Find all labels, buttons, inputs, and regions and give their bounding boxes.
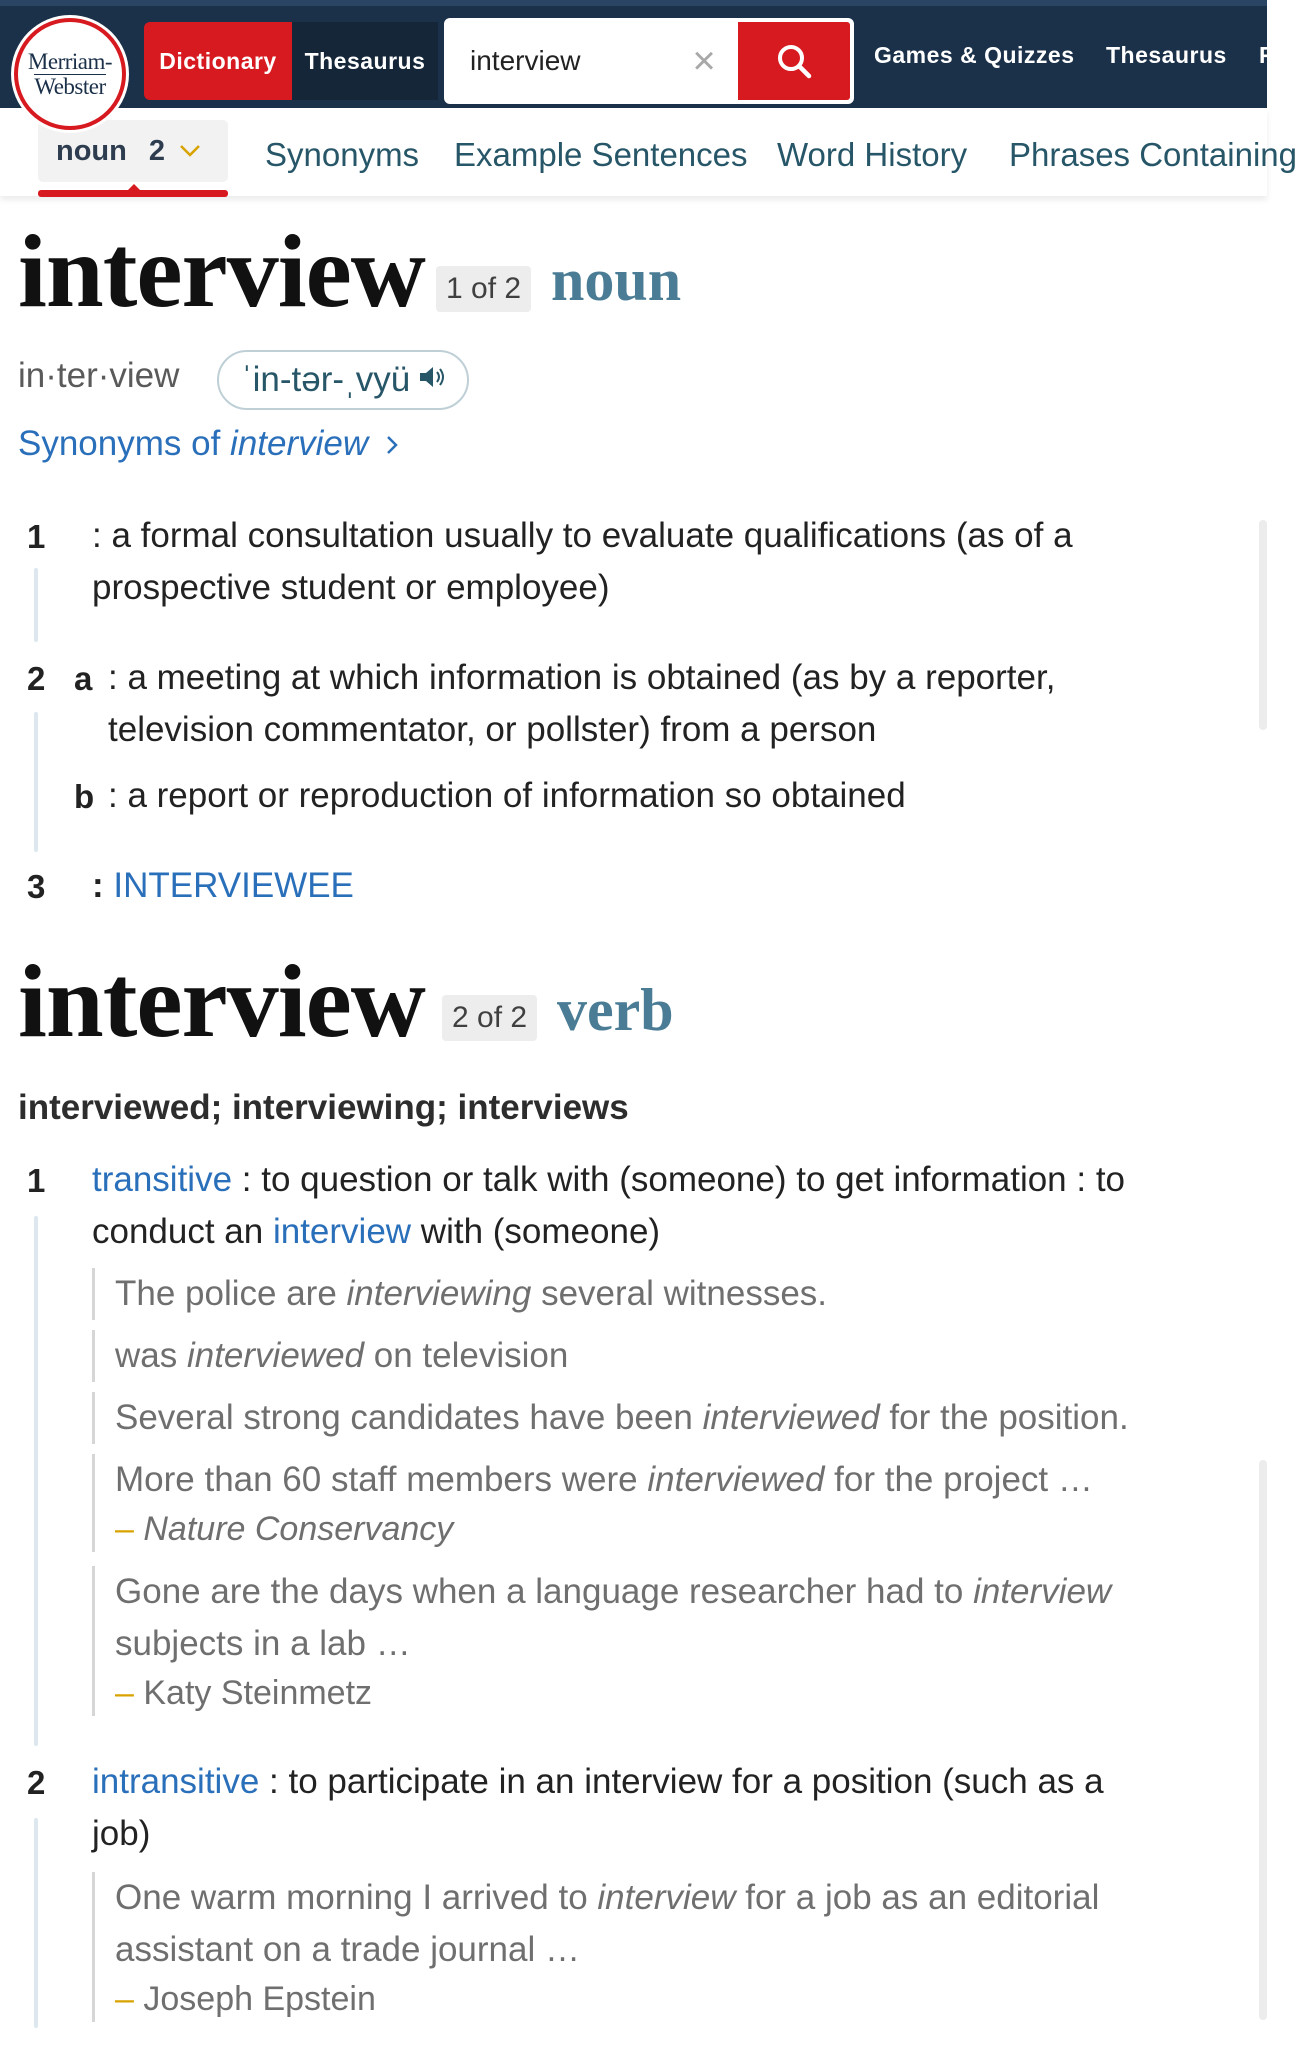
nav-example-sentences[interactable]: Example Sentences: [454, 136, 748, 173]
pos-label: noun: [56, 134, 127, 167]
clear-search-icon[interactable]: ×: [692, 38, 716, 83]
search-input[interactable]: [448, 22, 670, 100]
transitive-label-link[interactable]: transitive: [92, 1160, 233, 1199]
verb-definition-1-text-b: conduct an: [92, 1212, 273, 1251]
verb-definition-2-line-1: [92, 1756, 1252, 1808]
verb-definition-1: [92, 1154, 1252, 1258]
verb-definition-2-line-2: job): [92, 1814, 151, 1853]
example-emphasis: interviewed: [186, 1336, 365, 1375]
example-text: was: [115, 1336, 187, 1375]
example-sentence: [92, 1454, 1212, 1552]
chevron-right-icon: [384, 433, 400, 457]
synonyms-word: interview: [230, 424, 369, 463]
thesaurus-tab[interactable]: Thesaurus: [292, 22, 438, 100]
dictionary-tab[interactable]: Dictionary: [144, 22, 292, 100]
entry-sub-navigation: [0, 108, 1297, 196]
definition-3: [92, 860, 692, 912]
synonyms-prefix: Synonyms of: [18, 424, 231, 463]
sense-number-1: 1: [27, 518, 46, 555]
example-source: [115, 1506, 1212, 1552]
definition-2a-line-1: : a meeting at which information is obtained (as by a reporter,: [108, 658, 1056, 697]
example-text: several witnesses.: [531, 1274, 828, 1313]
example-sentence: [92, 1872, 1212, 2022]
sense-divider: [34, 1818, 38, 2028]
example-text: for a job as an editorial assistant on a trade journal …: [115, 1878, 1100, 1969]
example-text: for the project …: [824, 1460, 1093, 1499]
definition-2a: [108, 652, 1238, 756]
sense-number-3: 3: [27, 868, 46, 905]
example-text: Gone are the days when a language researcher had to: [115, 1572, 974, 1611]
logo-line-1: Merriam-: [27, 48, 113, 74]
sense-divider: [34, 1216, 38, 1746]
example-emphasis: interviewed: [647, 1460, 825, 1499]
headword-1: interview: [18, 214, 425, 329]
example-emphasis: interview: [597, 1878, 736, 1917]
source-name: Katy Steinmetz: [143, 1674, 373, 1712]
definition-1-line-1: : a formal consultation usually to evaluate qualifications (as of a: [92, 516, 1073, 555]
pronunciation-button[interactable]: [217, 350, 469, 410]
merriam-webster-logo[interactable]: [14, 18, 126, 130]
verb-sense-number-1: 1: [27, 1162, 46, 1199]
search-button[interactable]: [738, 22, 850, 100]
sense-letter-2b: b: [74, 778, 95, 815]
example-text: subjects in a lab …: [115, 1624, 411, 1663]
verb-sense-number-2: 2: [27, 1764, 46, 1801]
chevron-down-icon: [179, 138, 201, 164]
top-navigation-bar: [0, 0, 1274, 108]
example-source: [115, 1976, 1212, 2022]
speaker-icon: [418, 364, 448, 397]
source-dash: –: [115, 1510, 134, 1548]
pos-count: 2: [148, 134, 165, 167]
games-quizzes-link[interactable]: Games & Quizzes: [874, 42, 1075, 68]
entry-badge-1: 1 of 2: [436, 266, 531, 312]
thesaurus-link[interactable]: Thesaurus: [1106, 42, 1227, 68]
syllable-breakdown: in·ter·view: [18, 356, 180, 395]
example-text: One warm morning I arrived to: [115, 1878, 598, 1917]
entry-badge-2: 2 of 2: [442, 995, 537, 1041]
search-box: [444, 18, 854, 104]
verb-definition-2: [92, 1756, 1252, 1860]
definition-3-colon: :: [92, 866, 104, 905]
definition-1: [92, 510, 1242, 614]
example-sentence: [92, 1392, 1212, 1444]
example-text: More than 60 staff members were: [115, 1460, 648, 1499]
example-source: [115, 1670, 1212, 1716]
nav-phrases-containing[interactable]: Phrases Containing: [1009, 136, 1297, 173]
definition-2a-line-2: television commentator, or pollster) from a person: [108, 710, 877, 749]
synonyms-of-link[interactable]: [18, 424, 400, 464]
nav-synonyms[interactable]: Synonyms: [265, 136, 420, 173]
sense-letter-2a: a: [74, 660, 93, 697]
sense-number-2: 2: [27, 660, 46, 697]
sense-divider: [34, 568, 38, 642]
nav-word-history[interactable]: Word History: [777, 136, 968, 173]
example-text: The police are: [115, 1274, 347, 1313]
example-sentence: [92, 1268, 1212, 1320]
logo-line-2: Webster: [34, 73, 106, 99]
source-name: Joseph Epstein: [143, 1980, 376, 2018]
source-dash: –: [115, 1674, 134, 1712]
example-text: Several strong candidates have been: [115, 1398, 703, 1437]
verb-definition-1-line-1: [92, 1154, 1252, 1206]
intransitive-label-link[interactable]: intransitive: [92, 1762, 260, 1801]
example-sentence: [92, 1330, 1212, 1382]
example-sentence: [92, 1566, 1212, 1716]
verb-definition-1-line-2: [92, 1206, 1252, 1258]
definition-2b: : a report or reproduction of information so obtained: [108, 776, 906, 815]
search-icon: [775, 42, 813, 80]
example-emphasis: interviewing: [346, 1274, 532, 1313]
source-name: Nature Conservancy: [143, 1510, 454, 1548]
part-of-speech-1[interactable]: noun: [551, 247, 682, 313]
cross-reference-link[interactable]: INTERVIEWEE: [113, 866, 354, 905]
page-edge-marker: [1259, 1460, 1267, 2020]
pronunciation-text: ˈin-tər-ˌvyü: [241, 360, 411, 399]
headword-2: interview: [18, 944, 425, 1059]
verb-definition-1-text: : to question or talk with (someone) to get information : to: [232, 1160, 1126, 1199]
example-text: on television: [364, 1336, 569, 1375]
sense-divider: [34, 712, 38, 852]
verb-definition-1-text-c: with (someone): [411, 1212, 661, 1251]
interview-xref-link[interactable]: interview: [272, 1212, 412, 1251]
example-emphasis: interviewed: [702, 1398, 880, 1437]
active-underline: [38, 190, 228, 197]
inflections: interviewed; interviewing; interviews: [18, 1088, 629, 1127]
verb-definition-2-text: : to participate in an interview for a position (such as a: [259, 1762, 1104, 1801]
part-of-speech-2[interactable]: verb: [557, 977, 674, 1043]
source-dash: –: [115, 1980, 134, 2018]
example-emphasis: interview: [973, 1572, 1112, 1611]
definition-1-line-2: prospective student or employee): [92, 568, 610, 607]
example-text: for the position.: [879, 1398, 1129, 1437]
more-nav-link[interactable]: F: [1259, 42, 1274, 68]
page-edge-marker: [1259, 520, 1267, 730]
